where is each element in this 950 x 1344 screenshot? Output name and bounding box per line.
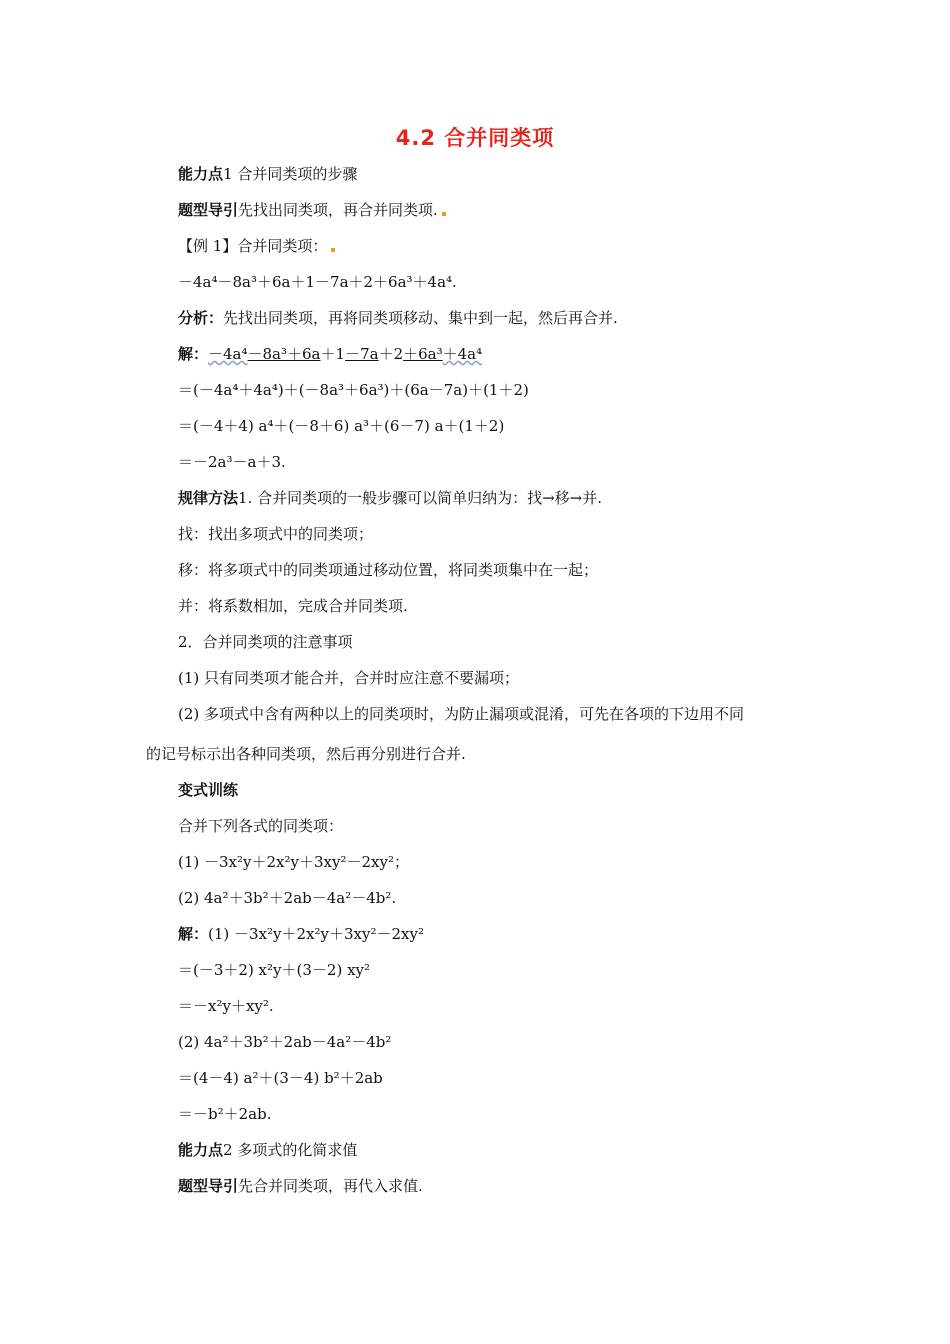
method-note-1: (1) 只有同类项才能合并，合并时应注意不要漏项； [178,669,520,687]
term-2: －8a³ [247,345,288,363]
solution-label: 解： [178,345,209,363]
ability-text: 2 多项式的化简求值 [223,1141,358,1159]
term-4: ＋1 [320,345,346,363]
analysis-label: 分析： [178,309,224,327]
training-s1-0: (1) －3x²y＋2x²y＋3xy²－2xy² [208,925,424,943]
training-intro: 合并下列各式的同类项： [178,817,344,835]
training-heading: 变式训练 [178,781,239,799]
guide-text: 先找出同类项，再合并同类项. [238,201,438,219]
term-8: ＋4a⁴ [442,345,483,363]
training-s2-1: ＝(4－4) a²＋(3－4) b²＋2ab [178,1069,383,1087]
training-s1-1: ＝(－3＋2) x²y＋(3－2) xy² [178,961,371,979]
ability-point-1 [178,164,357,184]
type-guide-2 [178,1176,423,1196]
method-note-2b: 的记号标示出各种同类项，然后再分别进行合并. [146,745,466,763]
term-7: ＋6a³ [403,345,443,363]
method-find: 找：找出多项式中的同类项； [178,525,374,543]
ability-text: 1 合并同类项的步骤 [223,165,358,183]
guide-label: 题型导引 [178,201,239,219]
solution-1-line [178,344,482,364]
edit-mark-icon [442,212,446,216]
training-s2-0: (2) 4a²＋3b²＋2ab－4a²－4b² [178,1033,392,1051]
method-move: 移：将多项式中的同类项通过移动位置，将同类项集中在一起； [178,561,599,579]
ability-label: 能力点 [178,165,224,183]
method-text: 1. 合并同类项的一般步骤可以简单归纳为：找→移→并. [238,489,603,507]
term-1: －4a⁴ [208,345,248,363]
solution-1-step-2: ＝(－4＋4) a⁴＋(－8＋6) a³＋(6－7) a＋(1＋2) [178,417,505,435]
method-merge: 并：将系数相加，完成合并同类项. [178,597,408,615]
solution-1-step-3: ＝－2a³－a＋3. [178,453,286,471]
example-label: 【例 1】 [178,237,238,255]
training-s1-2: ＝－x²y＋xy². [178,997,274,1015]
guide-text: 先合并同类项，再代入求值. [238,1177,423,1195]
term-6: ＋2 [378,345,404,363]
method-note-2a: (2) 多项式中含有两种以上的同类项时，为防止漏项或混淆，可先在各项的下边用不同 [178,705,745,723]
training-s2-2: ＝－b²＋2ab. [178,1105,272,1123]
edit-mark-icon [331,248,335,252]
method-label: 规律方法 [178,489,239,507]
training-solution-line [178,924,424,944]
term-3: ＋6a [287,345,321,363]
example-expression: －4a⁴－8a³＋6a＋1－7a＋2＋6a³＋4a⁴. [178,273,457,291]
method-item-1 [178,488,602,508]
guide-label: 题型导引 [178,1177,239,1195]
type-guide-1 [178,200,446,220]
solution-label: 解： [178,925,209,943]
page-title: 4.2 合并同类项 [395,126,555,150]
ability-label: 能力点 [178,1141,224,1159]
ability-point-2 [178,1140,357,1160]
training-q1: (1) －3x²y＋2x²y＋3xy²－2xy²； [178,853,409,871]
analysis [178,308,618,328]
analysis-text: 先找出同类项，再将同类项移动、集中到一起，然后再合并. [223,309,618,327]
term-5: －7a [345,345,379,363]
example-text: 合并同类项： [237,237,328,255]
method-item-2: 2．合并同类项的注意事项 [178,633,353,651]
example-1 [178,236,335,256]
solution-1-step-1: ＝(－4a⁴＋4a⁴)＋(－8a³＋6a³)＋(6a－7a)＋(1＋2) [178,381,529,399]
training-q2: (2) 4a²＋3b²＋2ab－4a²－4b². [178,889,397,907]
